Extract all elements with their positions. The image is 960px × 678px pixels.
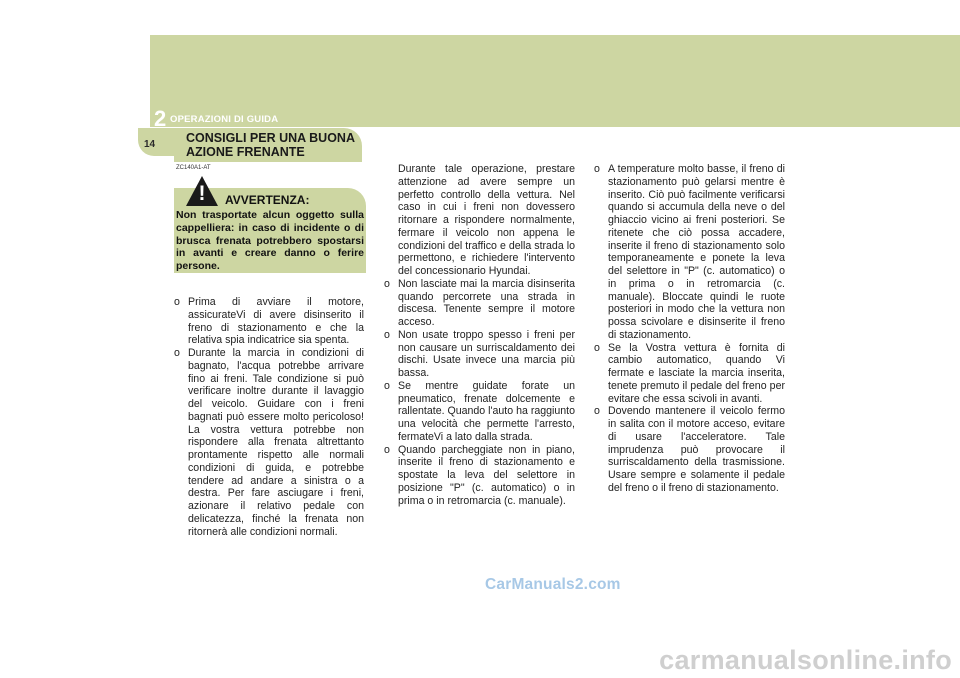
list-item (594, 405, 785, 494)
list-item (384, 380, 575, 444)
list-item-text: Quando parcheggiate non in piano, inserite il freno di stazionamento e spostate la leva del selettore in posizione "P" (c. automatico) o in prima o in retromarcia (c. manuale). (398, 443, 575, 507)
list-item (174, 347, 364, 538)
chapter-title: OPERAZIONI DI GUIDA (170, 114, 279, 125)
text-column-1 (174, 296, 364, 538)
list-item-text: Non usate troppo spesso i freni per non causare un surriscaldamento dei dischi. Usate invece una marcia più bassa. (398, 328, 575, 379)
watermark-link[interactable]: CarManuals2.com (485, 576, 621, 593)
warning-title: AVVERTENZA: (225, 193, 310, 207)
bullet-marker: o (384, 277, 390, 290)
list-item-text: Dovendo mantenere il veicolo fermo in salita con il motore acceso, evitare di usare l'acceleratore. Tale imprudenza può provocare il surriscaldamento della trasmissione. Usare sempre e solamente il pedale del freno o il freno di stazionamento. (608, 405, 785, 494)
list-item (594, 342, 785, 406)
list-item-text: Se mentre guidate forate un pneumatico, frenate dolcemente e rallentate. Quando l'auto ha raggiunto una velocità che permette l'arresto, fermateVi a lato dalla strada. (398, 379, 575, 443)
list-item-text: Se la Vostra vettura è fornita di cambio automatico, quando Vi fermate e lasciate la marcia inserita, tenete premuto il pedale del freno per evitare che essa scivoli in avanti. (608, 341, 785, 405)
list-item-text: Non lasciate mai la marcia disinserita quando percorrete una strada in discesa. Tenente sempre il motore acceso. (398, 277, 575, 328)
text-column-2 (384, 163, 575, 507)
bullet-marker: o (174, 296, 180, 308)
list-item-text: Durante la marcia in condizioni di bagnato, l'acqua potrebbe arrivare fino ai freni. Tale condizione si può verificare inoltre durante il lavaggio del veicolo. Guidare con i freni bagnati può essere molto pericoloso! La vostra vettura potrebbe non rispondere alla frenata altrettanto prontamente rispetto alle normali condizioni di guida, e potrebbe tendere ad andare a sinistra o a destra. Per fare asciugare i freni, azionare il relativo pedale con delicatezza, finché la frenata non ritornerà alle condizioni normali. (188, 347, 364, 538)
list-item (384, 278, 575, 329)
section-code: ZC140A1-AT (176, 165, 211, 171)
list-item (594, 163, 785, 342)
bullet-marker: o (174, 347, 180, 359)
bullet-marker: o (384, 443, 390, 456)
footer-watermark: carmanualsonline.info (659, 645, 952, 675)
text-column-3 (594, 163, 785, 495)
warning-text: Non trasportate alcun oggetto sulla cappelliera: in caso di incidente o di brusca frenata potrebbero spostarsi in avanti e creare danno o ferire persone. (176, 209, 364, 273)
warning-symbol: ! (198, 182, 206, 205)
section-title: CONSIGLI PER UNA BUONA AZIONE FRENANTE (186, 131, 355, 159)
list-item (174, 296, 364, 347)
list-item-text: Prima di avviare il motore, assicurateVi di avere disinserito il freno di stazionamento e che la relativa spia indicatrice sia spenta. (188, 296, 364, 347)
bullet-marker: o (384, 328, 390, 341)
bullet-marker: o (594, 163, 600, 175)
list-item (384, 444, 575, 508)
list-item (384, 329, 575, 380)
page-number: 14 (144, 139, 156, 150)
bullet-marker: o (594, 405, 600, 418)
list-item-text: A temperature molto basse, il freno di stazionamento può gelarsi mentre è inserito. Ciò può facilmente verificarsi quando si accumula della neve o del ghiaccio vicino ai freni posteriori. Se ritenete che ciò possa accadere, inserite il freno di stazionamento solo temporaneamente e ponete la leva del selettore in "P" (c. automatico) o in prima o in retromarcia (c. manuale). Bloccate quindi le ruote posteriori in modo che la vettura non possa scivolare e disinserite il freno di stazionamento. (608, 163, 785, 341)
continuation-paragraph: Durante tale operazione, prestare attenzione ad avere sempre un perfetto controllo della vettura. Nel caso in cui i freni non dovessero ritornare a rispondere normalmente, fermare il veicolo non appena le condizioni del traffico e della strada lo permettono, e richiedere l'intervento del concessionario Hyundai. (398, 163, 575, 277)
bullet-marker: o (384, 379, 390, 392)
chapter-number: 2 (154, 106, 167, 131)
bullet-marker: o (594, 341, 600, 354)
